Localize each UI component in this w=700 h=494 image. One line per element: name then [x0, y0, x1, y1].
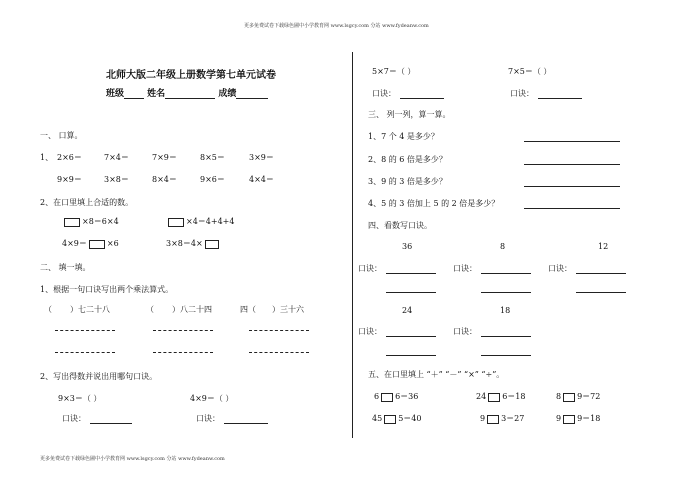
answer-line[interactable] [524, 141, 620, 142]
op-3: 8 9＝72 [556, 392, 601, 401]
calc-r1-2: 7×4＝ [104, 153, 129, 162]
answer-box[interactable] [64, 218, 80, 227]
answer-line[interactable] [55, 352, 115, 353]
kj-line[interactable] [481, 336, 531, 337]
op-4: 45 5＝40 [372, 414, 422, 423]
answer-line[interactable] [55, 330, 115, 331]
answer-line[interactable] [524, 164, 620, 165]
kj-line[interactable] [481, 292, 531, 293]
answer-line[interactable] [249, 330, 309, 331]
num-24: 24 [402, 306, 413, 315]
answer-line[interactable] [249, 352, 309, 353]
expr-2: 4×9＝（ ） [190, 394, 234, 403]
sec3-q2: 2、8 的 6 倍是多少？ [368, 155, 447, 164]
kj-label-2: 口诀： [196, 414, 220, 423]
class-field[interactable] [124, 89, 144, 99]
num-12: 12 [598, 242, 609, 251]
score-label: 成绩 [218, 89, 237, 99]
operator-box[interactable] [563, 393, 575, 402]
fill-b2: ×4＝4+4+4 [166, 216, 234, 227]
name-field[interactable] [165, 89, 215, 99]
kj-line[interactable] [481, 273, 531, 274]
kj-label-9: 口诀： [453, 327, 477, 336]
op-2: 24 6＝18 [476, 392, 526, 401]
kouj-1: （ ）七二十八 [44, 305, 110, 314]
answer-line[interactable] [153, 352, 213, 353]
page-header: 更多免费试卷下载绿色圃中小学教育网 www.lsgcy.com 分站 www.fydeanw.com [244, 23, 429, 29]
kj-line[interactable] [386, 336, 436, 337]
num-36: 36 [402, 242, 413, 251]
kj-label-4: 口诀： [510, 89, 534, 98]
fill-b1: ×8＝6×4 [62, 216, 119, 227]
kj-line[interactable] [386, 355, 436, 356]
student-info [106, 86, 268, 99]
op-1: 6 6＝36 [374, 392, 419, 401]
kj-line[interactable] [386, 292, 436, 293]
answer-line[interactable] [153, 330, 213, 331]
kj-line[interactable] [576, 273, 626, 274]
calc-r1-3: 7×9＝ [152, 153, 177, 162]
answer-box[interactable] [89, 240, 105, 249]
calc-r1-1: 2×6＝ [57, 153, 82, 162]
column-divider [352, 52, 353, 438]
kj-label-5: 口诀： [358, 264, 382, 273]
kouj-3: 四（ ）三十六 [240, 305, 304, 314]
kj-line[interactable] [481, 355, 531, 356]
operator-box[interactable] [384, 415, 396, 424]
sec2-title: 二、 填一填。 [40, 263, 91, 272]
page-footer: 更多免费试卷下载绿色圃中小学教育网 www.lsgcy.com 分站 www.fydeanw.com [40, 456, 225, 462]
kouj-2: （ ）八二十四 [146, 305, 212, 314]
kj-line[interactable] [224, 423, 268, 424]
op-6: 9 9＝18 [556, 414, 601, 423]
kj-line[interactable] [538, 98, 582, 99]
page-title: 北师大版二年级上册数学第七单元试卷 [106, 70, 276, 81]
sec2-q1: 1、根据一句口诀写出两个乘法算式。 [40, 285, 174, 294]
fill-b3: 4×9＝ ×6 [62, 239, 119, 248]
kj-label-7: 口诀： [548, 264, 572, 273]
kj-line[interactable] [90, 423, 132, 424]
calc-r1-4: 8×5＝ [200, 153, 225, 162]
sec1-title: 一、 口算。 [40, 131, 83, 140]
sec2-q2: 2、写出得数并说出用哪句口诀。 [40, 372, 158, 381]
kj-label-1: 口诀： [62, 414, 86, 423]
op-5: 9 3＝27 [480, 414, 525, 423]
calc-r1-5: 3×9＝ [249, 153, 274, 162]
kj-line[interactable] [400, 98, 444, 99]
answer-box[interactable] [205, 240, 219, 249]
answer-line[interactable] [524, 208, 620, 209]
num-18: 18 [500, 306, 511, 315]
operator-box[interactable] [563, 415, 575, 424]
kj-label-8: 口诀： [358, 327, 382, 336]
kj-label-6: 口诀： [453, 264, 477, 273]
sec1-q1-label: 1、 [40, 153, 54, 162]
kj-line[interactable] [576, 292, 626, 293]
calc-r2-2: 3×8＝ [104, 175, 129, 184]
operator-box[interactable] [487, 415, 499, 424]
name-label: 姓名 [147, 89, 166, 99]
num-8: 8 [500, 242, 506, 251]
sec3-q1: 1、7 个 4 是多少？ [368, 132, 439, 141]
fill-b4: 3×8＝4× [166, 238, 221, 249]
sec5-title: 五、在口里填上 “＋” “－” “×” “÷”。 [368, 370, 505, 379]
calc-r2-1: 9×9＝ [57, 175, 82, 184]
sec3-title: 三、 列一列，算一算。 [368, 110, 451, 119]
sec3-q3: 3、9 的 3 倍是多少？ [368, 177, 447, 186]
kj-line[interactable] [386, 273, 436, 274]
sec4-title: 四、看数写口诀。 [368, 221, 432, 230]
top-expr-1: 5×7＝（ ） [372, 67, 416, 76]
calc-r2-4: 9×6＝ [200, 175, 225, 184]
answer-box[interactable] [168, 218, 184, 227]
operator-box[interactable] [381, 393, 393, 402]
answer-line[interactable] [524, 186, 620, 187]
score-field[interactable] [236, 89, 268, 99]
expr-1: 9×3＝（ ） [58, 394, 102, 403]
class-label: 班级 [106, 89, 125, 99]
sec1-q2: 2、在口里填上合适的数。 [40, 198, 134, 207]
calc-r2-5: 4×4＝ [249, 175, 274, 184]
kj-label-3: 口诀： [372, 89, 396, 98]
top-expr-2: 7×5＝（ ） [508, 67, 552, 76]
operator-box[interactable] [488, 393, 500, 402]
sec3-q4: 4、5 的 3 倍加上 5 的 2 倍是多少？ [368, 199, 500, 208]
calc-r2-3: 8×4＝ [152, 175, 177, 184]
